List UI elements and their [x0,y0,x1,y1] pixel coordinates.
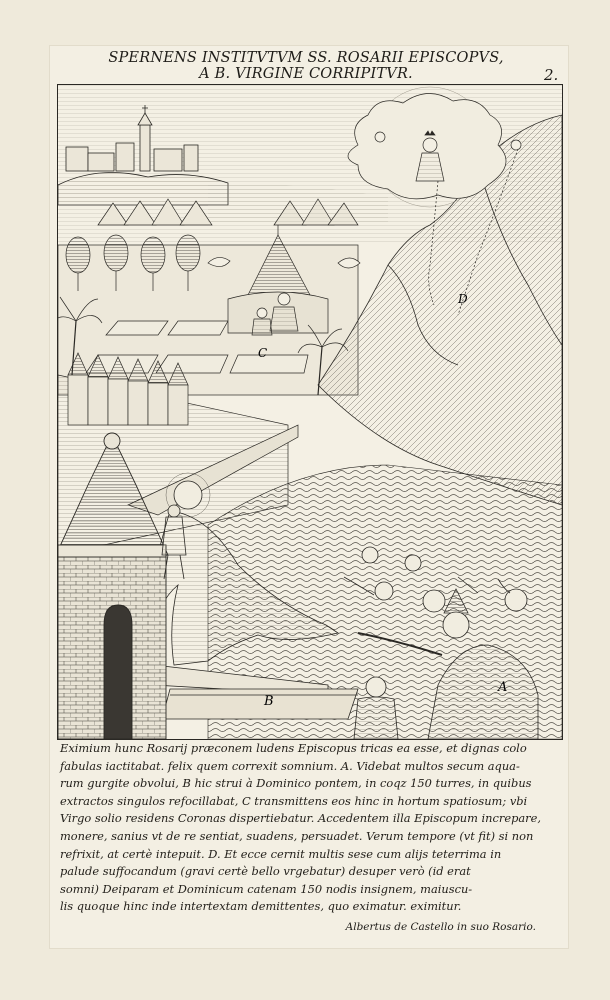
label-b: B [264,694,274,709]
caption-line: Eximium hunc Rosarij præconem ludens Episcopus tricas ea esse, et dignas colo [60,741,527,755]
caption-line: palude suffocandum (gravi certè bello vrgebatur) desuper verò (id erat [60,864,471,879]
caption-line: refrixit, at certè intepuit. D. Et ecce cernit multis sese cum alijs teterrima in [60,846,502,861]
attribution: Albertus de Castello in suo Rosario. [345,921,536,933]
caption-line: extractos singulos refocillabat, C transmittens eos hinc in hortum spatiosum; vbi [60,793,528,808]
caption-line: monere, sanius vt de re sentiat, suadens, persuadet. Verum tempore (vt fit) si non [60,828,534,843]
wooden-bridge [162,689,358,719]
label-a: A [498,680,508,695]
caption-line: lis quoque hinc inde intertextam demittentes, quo eximatur. eximitur. [60,899,462,914]
caption-line: rum gurgite obvolui, B hic strui à Dominico pontem, in coqz 150 turres, in quibus [60,776,532,791]
title-line-2: A B. VIRGINE CORRIPITVR. [199,66,413,82]
label-c: C [258,346,268,360]
title-line-1: SPERNENS INSTITVTVM SS. ROSARII EPISCOPVS, [108,50,504,66]
plate-title [56,50,559,84]
engraving-illustration [58,85,562,739]
label-d: D [458,292,468,306]
plate-number: 2. [544,66,559,84]
caption-line: Virgo solio residens Coronas dispertiebatur. Accedentem illa Episcopum increpare, [60,811,541,826]
engraving-plate [57,84,563,740]
latin-caption [60,740,560,916]
caption-line: fabulas iactitabat. felix quem correxit somnium. A. Videbat multos secum aqua- [60,758,520,773]
caption-line: somni) Deiparam et Dominicum catenam 150 nodis insignem, maiuscu- [60,881,473,896]
